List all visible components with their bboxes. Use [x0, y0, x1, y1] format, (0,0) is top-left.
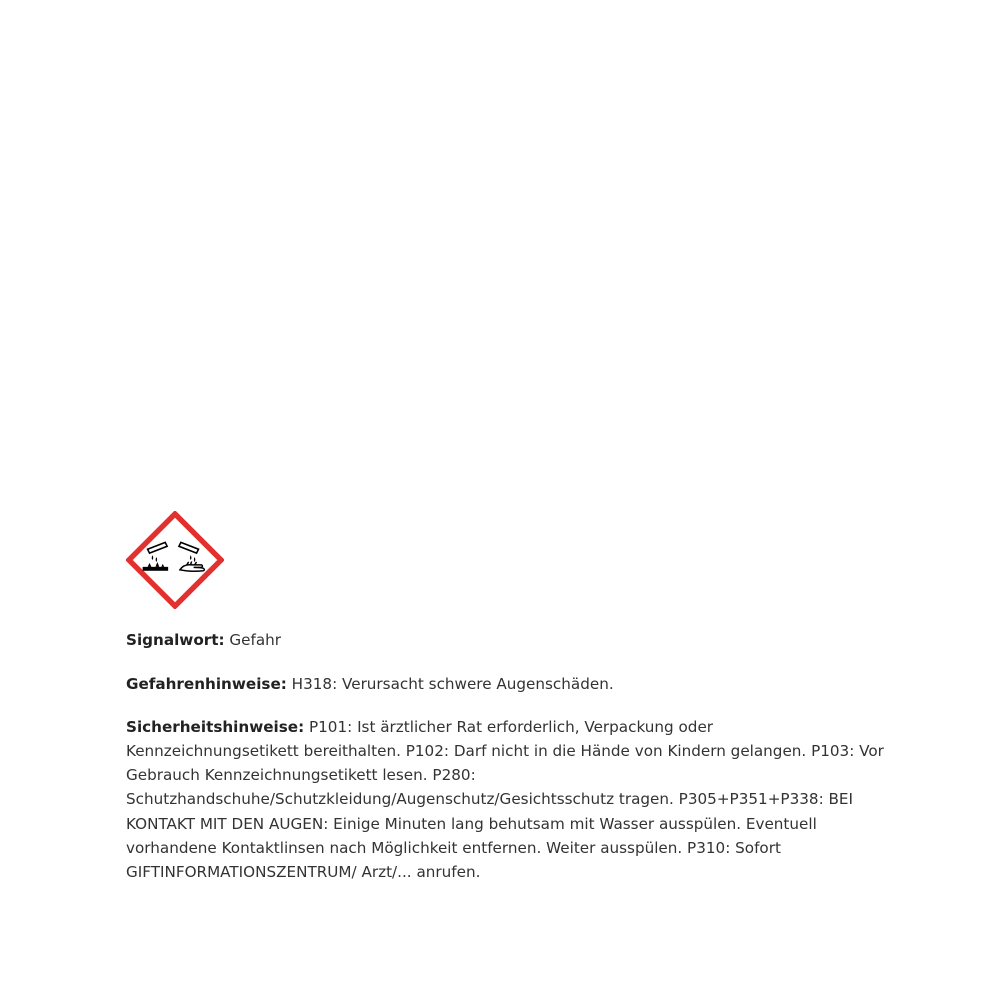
precautionary-statements-label: Sicherheitshinweise: [126, 717, 305, 736]
signal-word [126, 628, 886, 652]
hazard-statements-value: H318: Verursacht schwere Augenschäden. [291, 675, 614, 694]
hazard-info [126, 628, 886, 905]
signal-word-label: Signalwort: [126, 631, 225, 649]
hazard-statements-label: Gefahrenhinweise: [126, 675, 287, 694]
precautionary-statements-value: P101: Ist ärztlicher Rat erforderlich, Verpackung oder Kennzeichnungsetikett bereithalten. P102: Darf nicht in die Hände von Kindern gelangen. P103: Vor Gebrauch Kennzeichnungsetikett lesen. P280: Schutzhandschuhe/Schutzkleidung/Augenschutz/Gesichtsschutz tragen. P305+P351+P338: BEI KONTAKT MIT DEN AUGEN: Einige Minuten lang behutsam mit Wasser ausspülen. Eventuell vorhandene Kontaktlinsen nach Möglichkeit entfernen. Weiter ausspülen. P310: Sofort GIFTINFORMATIONSZENTRUM/ Arzt/... anrufen. [126, 717, 884, 882]
signal-word-value: Gefahr [229, 631, 282, 649]
precautionary-statements [126, 715, 886, 885]
hazard-statements [126, 672, 886, 696]
ghs05-corrosion-icon [126, 511, 224, 609]
